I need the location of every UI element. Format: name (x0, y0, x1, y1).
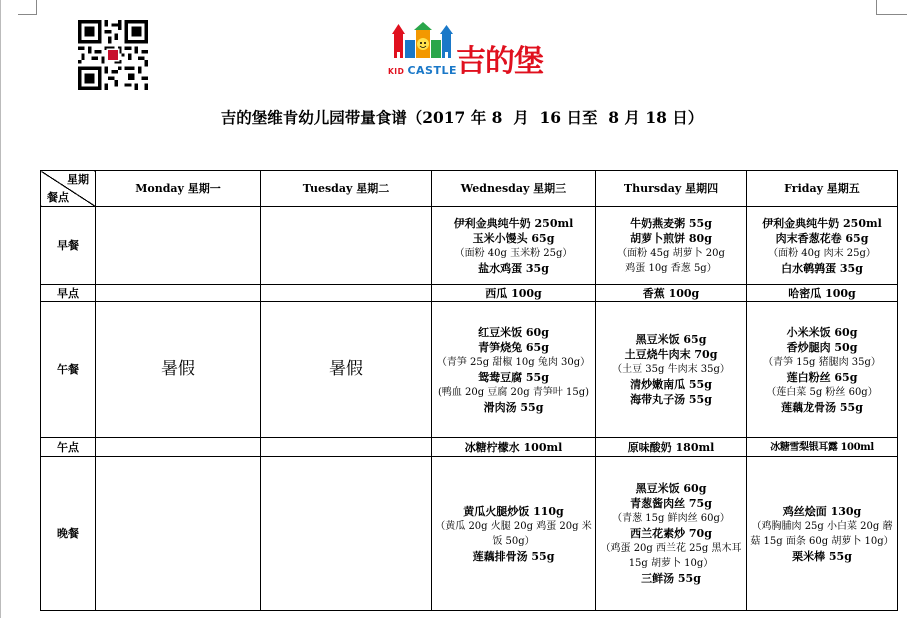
dinner-row (41, 457, 898, 611)
menu-line: 西兰花素炒 70g (630, 527, 712, 540)
breakfast-tuesday (261, 207, 432, 285)
breakfast-friday (747, 207, 898, 285)
morning-snack-tuesday (261, 285, 432, 302)
afternoon-snack-monday (96, 438, 261, 457)
menu-line: （鸡蛋 20g 西兰花 25g 黑木耳 15g 胡萝卜 10g） (600, 543, 742, 569)
breakfast-thursday (596, 207, 747, 285)
corner-header-cell (41, 171, 96, 207)
page-edge (0, 0, 1, 618)
meal-label-dinner: 晚餐 (41, 457, 96, 611)
day-header-tuesday: Tuesday 星期二 (261, 171, 432, 207)
dinner-friday (747, 457, 898, 611)
afternoon-snack-thursday: 原味酸奶 180ml (596, 438, 747, 457)
menu-line: 香炒腿肉 50g (786, 340, 858, 354)
breakfast-row (41, 207, 898, 285)
menu-line: （鸡胸脯肉 25g 小白菜 20g 蘑菇 15g 面条 60g 胡萝卜 10g） (750, 520, 894, 547)
menu-line: 肉末香葱花卷 65g (775, 231, 869, 245)
holiday-tuesday: 暑假 (261, 302, 432, 438)
morning-snack-friday: 哈密瓜 100g (747, 285, 898, 302)
breakfast-wednesday (432, 207, 596, 285)
morning-snack-thursday: 香蕉 100g (596, 285, 747, 302)
menu-line: 玉米小馒头 65g (472, 231, 555, 245)
menu-line: 牛奶燕麦粥 55g (630, 216, 712, 230)
menu-line: 黑豆米饭 65g (635, 333, 707, 346)
qr-code-icon (78, 20, 148, 90)
brand-name-english (388, 64, 457, 77)
header-row (41, 171, 898, 207)
menu-line: （土豆 35g 牛肉末 35g） (612, 364, 730, 375)
menu-line: （面粉 40g 肉末 25g） (768, 247, 876, 259)
menu-line: (鸭血 20g 豆腐 20g 青笋叶 15g) (437, 386, 590, 398)
menu-line: 胡萝卜煎饼 80g (630, 231, 712, 245)
meal-label-afternoon-snack: 午点 (41, 438, 96, 457)
menu-line: 黄瓜火腿炒饭 110g (463, 504, 564, 518)
menu-line: （黄瓜 20g 火腿 20g 鸡蛋 20g 米饭 50g） (435, 520, 592, 547)
holiday-monday: 暑假 (96, 302, 261, 438)
page-title: 吉的堡维肯幼儿园带量食谱（2017 年 8 月 16 日至 8 月 18 日） (220, 108, 704, 127)
meal-label-morning-snack: 早点 (41, 285, 96, 302)
menu-line: 盐水鸡蛋 35g (478, 261, 549, 275)
menu-line: 伊利金典纯牛奶 250ml (453, 216, 574, 230)
menu-line: （青葱 15g 鲜肉丝 60g） (612, 513, 730, 524)
menu-line: 红豆米饭 60g (478, 325, 549, 339)
meal-label-lunch: 午餐 (41, 302, 96, 438)
corner-meal-label: 餐点 (47, 191, 69, 204)
menu-line: （青笋 25g 甜椒 10g 兔肉 30g） (436, 356, 591, 368)
menu-line: 滑肉汤 55g (483, 400, 544, 414)
morning-snack-monday (96, 285, 261, 302)
menu-line: 清炒嫩南瓜 55g (630, 378, 712, 391)
afternoon-snack-wednesday: 冰糖柠檬水 100ml (432, 438, 596, 457)
menu-line: 土豆烧牛肉末 70g (624, 348, 718, 361)
dinner-thursday (596, 457, 747, 611)
menu-line: 莲藕龙骨汤 55g (781, 400, 863, 414)
day-header-thursday: Thursday 星期四 (596, 171, 747, 207)
lunch-wednesday (432, 302, 596, 438)
corner-day-label: 星期 (67, 173, 89, 186)
dinner-wednesday (432, 457, 596, 611)
menu-line: 三鲜汤 55g (641, 572, 701, 585)
day-header-monday: Monday 星期一 (96, 171, 261, 207)
breakfast-monday (96, 207, 261, 285)
menu-line: 伊利金典纯牛奶 250ml (762, 216, 882, 230)
dinner-tuesday (261, 457, 432, 611)
menu-line: （面粉 40g 玉米粉 25g） (454, 247, 573, 259)
menu-line: 黑豆米饭 60g (635, 482, 707, 495)
menu-line: （青笋 15g 猪腿肉 35g） (763, 356, 881, 368)
menu-line: 鸳鸯豆腐 55g (478, 370, 549, 384)
brand-name-english-castle: CASTLE (407, 64, 457, 77)
dinner-monday (96, 457, 261, 611)
brand-name-chinese: 吉的堡 (456, 44, 543, 79)
menu-line: 海带丸子汤 55g (630, 393, 712, 406)
menu-line: 青葱酱肉丝 75g (630, 497, 712, 510)
menu-line: （莲白菜 5g 粉丝 60g） (766, 386, 878, 398)
lunch-thursday (596, 302, 747, 438)
menu-table (40, 170, 898, 611)
menu-line: 白水鹌鹑蛋 35g (781, 261, 863, 275)
afternoon-snack-row (41, 438, 898, 457)
afternoon-snack-tuesday (261, 438, 432, 457)
menu-line: 小米米饭 60g (786, 325, 858, 339)
afternoon-snack-friday: 冰糖雪梨银耳露 100ml (747, 438, 898, 457)
menu-line: 莲白粉丝 65g (786, 370, 858, 384)
meal-label-breakfast: 早餐 (41, 207, 96, 285)
lunch-row (41, 302, 898, 438)
morning-snack-wednesday: 西瓜 100g (432, 285, 596, 302)
menu-line: 栗米棒 55g (792, 549, 852, 563)
menu-line: 鸡蛋 10g 香葱 5g） (625, 262, 717, 274)
crop-mark-left (18, 0, 37, 15)
day-header-wednesday: Wednesday 星期三 (432, 171, 596, 207)
menu-line: （面粉 45g 胡萝卜 20g (617, 247, 725, 259)
lunch-friday (747, 302, 898, 438)
morning-snack-row (41, 285, 898, 302)
menu-line: 青笋烧兔 65g (478, 340, 549, 354)
menu-line: 鸡丝烩面 130g (782, 504, 862, 518)
menu-line: 莲藕排骨汤 55g (472, 549, 555, 563)
brand-name-english-kid: KID (388, 67, 405, 76)
crop-mark-right (876, 0, 907, 15)
day-header-friday: Friday 星期五 (747, 171, 898, 207)
